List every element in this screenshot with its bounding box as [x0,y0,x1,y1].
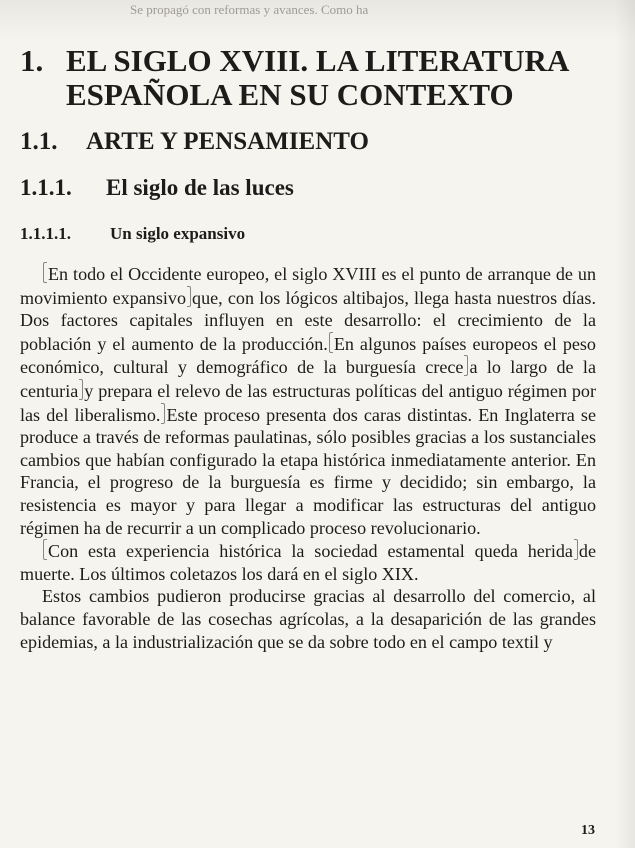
body-text [20,262,596,653]
pencil-bracket-mark [43,262,47,283]
bleed-through-text: Se propagó con reformas y avances. Como ha [130,2,369,17]
paragraph-text: de muerte. Los últimos coletazos los dará en el siglo XIX. [20,541,596,584]
subsubsection-number: 1.1.1.1. [20,224,71,243]
paragraph-text: a lo largo de la centuria [20,357,596,401]
pencil-bracket-mark [574,539,578,560]
paragraph-text: y prepara el relevo de las estructuras políticas del antiguo régimen por las del liberalismo. [20,380,596,425]
subsection-title: El siglo de las luces [106,175,294,200]
subsubsection-title: Un siglo expansivo [110,224,246,243]
chapter-number: 1. [20,43,44,78]
body-paragraph [20,539,596,585]
pencil-bracket-mark [79,379,83,400]
page-edge-shadow [615,0,635,848]
pencil-bracket-mark [161,403,165,424]
subsection-heading [20,175,294,201]
page-number: 13 [581,823,595,838]
body-paragraph [20,585,596,653]
pencil-bracket-mark [464,355,468,376]
section-number: 1.1. [20,128,58,155]
paragraph-text: En algunos países europeos el peso económico, cultural y demográfico de la burguesía crece [20,333,596,378]
pencil-bracket-mark [187,286,191,307]
paragraph-text: que, con los lógicos altibajos, llega hasta nuestros días. Dos factores capitales influyen en este desarrollo: el crecimiento de la población y el aumento de la producción. [20,287,596,354]
pencil-bracket-mark [329,332,333,353]
body-paragraph [20,262,596,539]
paragraph-text: En todo el Occidente europeo, el siglo XVIII es el punto de arranque de un movimiento expansivo [20,264,596,308]
chapter-title-line-2: ESPAÑOLA EN SU CONTEXTO [66,77,514,112]
section-heading [20,128,369,156]
facing-page-bleed [0,0,635,40]
subsubsection-heading [20,224,245,244]
section-title: ARTE Y PENSAMIENTO [86,128,369,155]
chapter-title-line-1: EL SIGLO XVIII. LA LITERATURA [66,43,570,78]
subsection-number: 1.1.1. [20,175,72,200]
paragraph-text: Este proceso presenta dos caras distintas. En Inglaterra se produce a través de reformas paulatinas, sólo posibles gracias a los sustanciales cambios que habían configurado la etapa histórica inmediatamente anterior. En Francia, el progreso de la burguesía es firme y decidido; sin embargo, la resistencia es mayor y para llegar a modificar las estructuras del antiguo régimen ha de recurrir a un complicado proceso revolucionario. [20,404,597,538]
paragraph-text: Con esta experiencia histórica la sociedad estamental queda herida [48,541,573,562]
pencil-bracket-mark [43,539,47,560]
paragraph-text: Estos cambios pudieron producirse gracias al desarrollo del comercio, al balance favorable de las cosechas agrícolas, a la desaparición de las grandes epidemias, a la industrialización que se da sobre todo en el campo textil y [20,586,596,652]
